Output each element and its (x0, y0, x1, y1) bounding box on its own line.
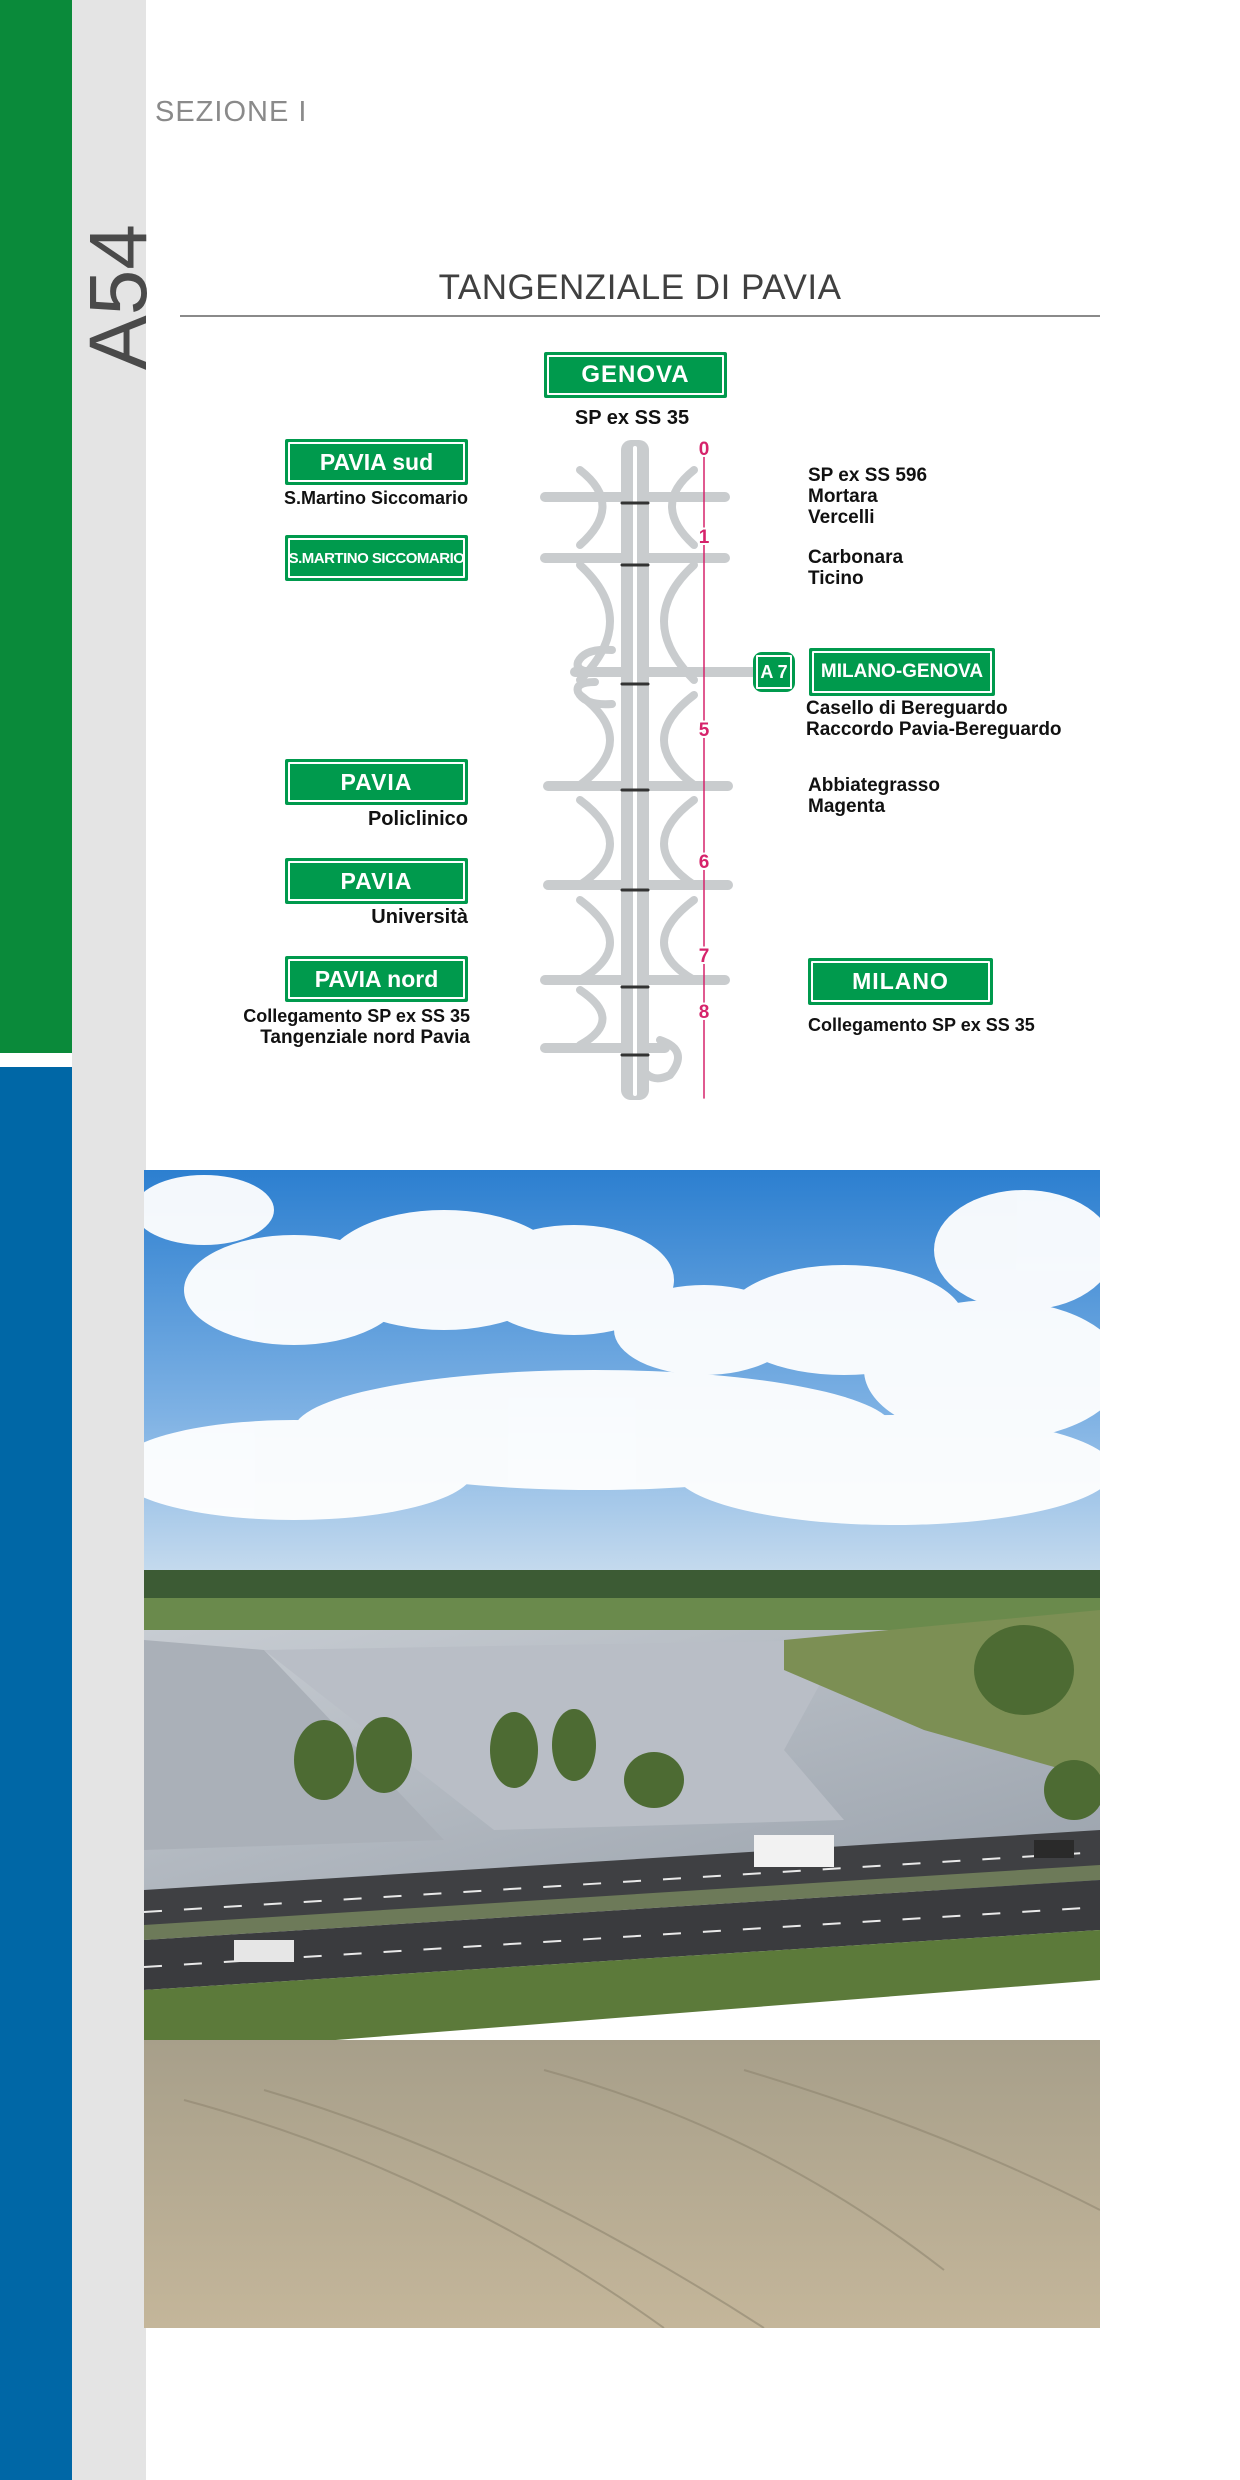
pavia-nord-sub-line1: Collegamento SP ex SS 35 (243, 1006, 470, 1026)
pavia-sud-sub-label: S.Martino Siccomario (283, 488, 468, 508)
sign-pavia-universita (285, 858, 468, 904)
interchange-ramps (580, 470, 694, 1078)
right-label-km5 (808, 775, 940, 817)
sign-s-martino-siccomario (285, 535, 468, 581)
sign-pavia-nord (285, 956, 468, 1002)
milano-genova-sub-line1: Casello di Bereguardo (806, 698, 1008, 719)
right-label-km5-line1: Abbiategrasso (808, 775, 940, 796)
km-marker-8: 8 (698, 1002, 710, 1023)
policlinico-label: Policlinico (367, 808, 468, 830)
milano-sub-label: Collegamento SP ex SS 35 (808, 1015, 1035, 1035)
universita-label: Università (371, 906, 468, 928)
sign-genova-text: GENOVA (581, 361, 690, 388)
sign-milano-genova (809, 648, 995, 696)
right-label-km0 (808, 465, 927, 528)
sign-milano (808, 958, 993, 1005)
sign-pavia-sud-text: PAVIA sud (319, 448, 434, 475)
km-marker-6: 6 (698, 852, 710, 873)
right-label-km1-line1: Carbonara (808, 547, 904, 568)
sign-pavia-policlinico (285, 759, 468, 805)
a7-badge-text: A 7 (760, 661, 788, 682)
pavia-nord-sub-line2: Tangenziale nord Pavia (260, 1027, 470, 1048)
overpass-markers (622, 503, 648, 1055)
sign-pavia-sud (285, 439, 468, 485)
sign-genova (544, 352, 727, 398)
sign-milano-text: MILANO (852, 968, 949, 994)
right-label-km1-line2: Ticino (808, 568, 864, 589)
blue-side-band (0, 1067, 72, 2480)
sign-milano-genova-text: MILANO-GENOVA (820, 661, 984, 682)
sign-s-martino-text: S.MARTINO SICCOMARIO (288, 549, 465, 567)
aerial-photo-motorway (144, 1170, 1100, 2328)
section-label: SEZIONE I (155, 96, 308, 128)
km-marker-1: 1 (698, 527, 710, 548)
sign-pavia-nord-text: PAVIA nord (314, 965, 439, 992)
milano-genova-sub-line2: Raccordo Pavia-Bereguardo (806, 719, 1062, 740)
right-label-km5-line2: Magenta (808, 796, 886, 817)
crossing-roads (545, 497, 755, 1048)
title-divider (180, 315, 1100, 317)
km-marker-5: 5 (698, 720, 710, 741)
right-label-km0-line2: Mortara (808, 486, 878, 507)
motorway-code: A54 (73, 224, 164, 370)
sign-pavia-universita-text: PAVIA (340, 867, 413, 894)
genova-sub-label: SP ex SS 35 (574, 407, 690, 429)
motorway-diagram (0, 0, 1240, 1120)
right-label-km0-line3: Vercelli (808, 507, 875, 528)
green-side-band (0, 0, 72, 1053)
right-label-km0-line1: SP ex SS 596 (808, 465, 928, 486)
a7-badge (753, 652, 795, 692)
milano-genova-sub-label (806, 698, 1062, 740)
km-marker-0: 0 (698, 439, 710, 460)
right-label-km1 (808, 547, 903, 589)
page-title: TANGENZIALE DI PAVIA (438, 268, 842, 307)
km-marker-7: 7 (698, 946, 710, 967)
pavia-nord-sub-label (210, 1006, 470, 1048)
sign-pavia-policlinico-text: PAVIA (340, 768, 413, 795)
grey-side-band (72, 0, 146, 2480)
